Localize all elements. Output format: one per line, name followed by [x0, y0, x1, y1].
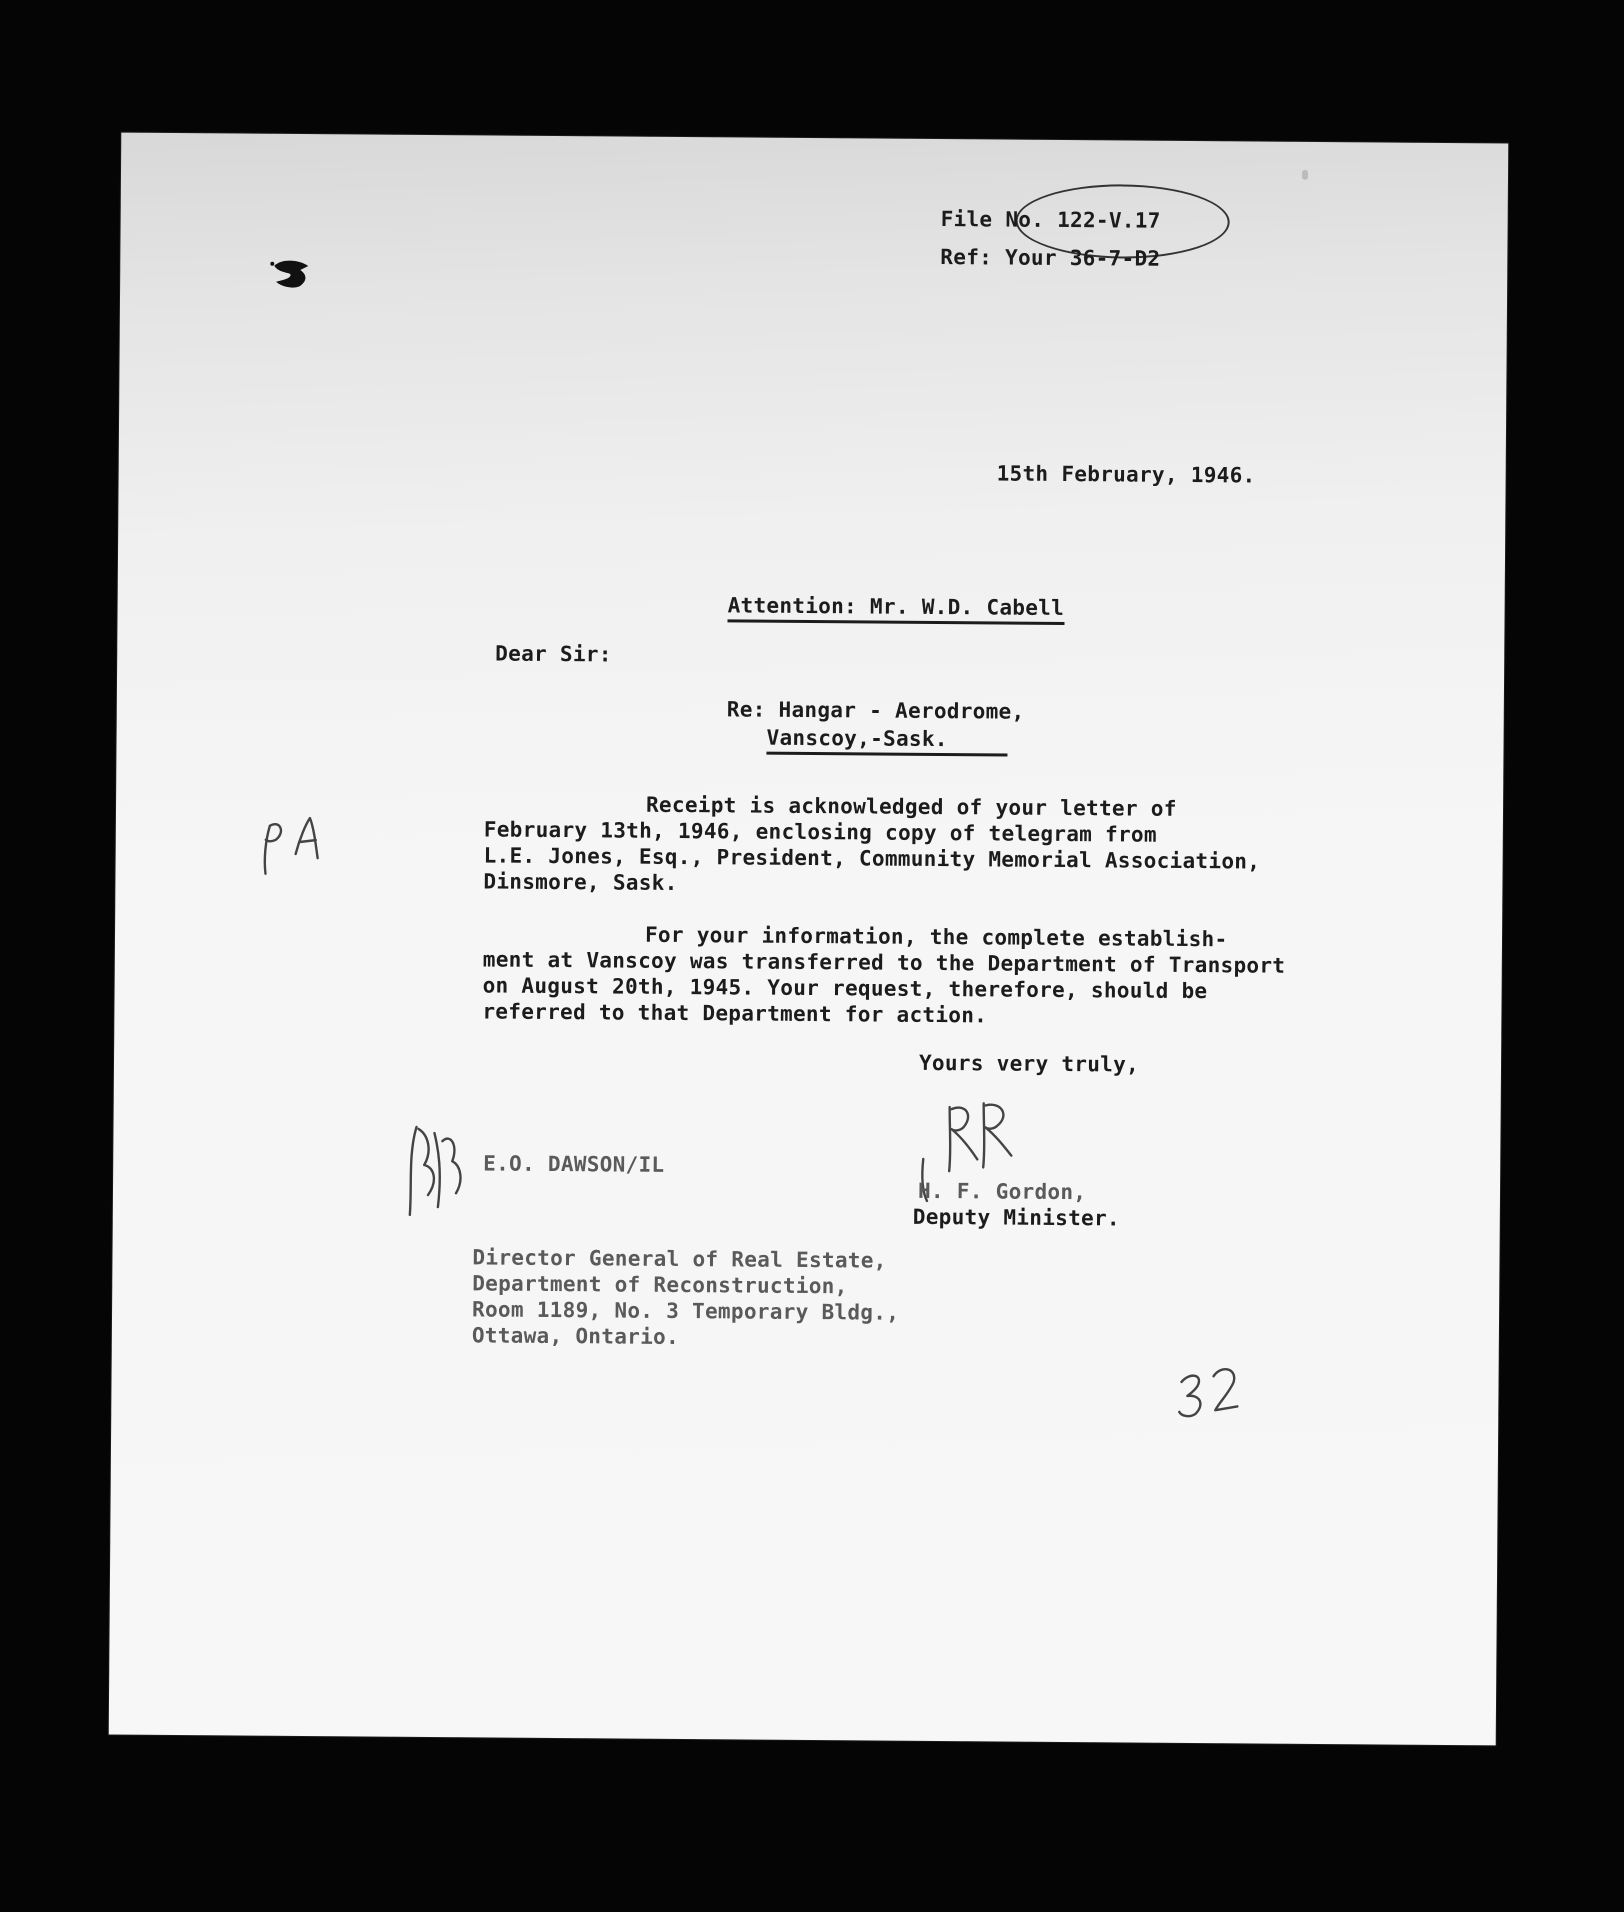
- typist-reference: E.O. DAWSON/IL: [483, 1151, 665, 1177]
- paragraph-line: Dinsmore, Sask.: [483, 869, 678, 895]
- paragraph-line: February 13th, 1946, enclosing copy of telegram from: [483, 817, 1157, 847]
- complimentary-closing: Yours very truly,: [918, 1050, 1140, 1077]
- signatory-title: Deputy Minister.: [912, 1204, 1121, 1231]
- reference-number: Ref: Your 36-7-D2: [940, 245, 1161, 271]
- address-line: Director General of Real Estate,: [472, 1245, 887, 1273]
- paragraph-line: ment at Vanscoy was transferred to the Department of Transport: [482, 947, 1286, 978]
- paragraph-line: L.E. Jones, Esq., President, Community Memorial Association,: [483, 843, 1261, 874]
- address-line: Room 1189, No. 3 Temporary Bldg.,: [471, 1297, 900, 1325]
- attention-line: Attention: Mr. W.D. Cabell: [727, 593, 1064, 625]
- file-number: File No. 122-V.17: [940, 207, 1161, 233]
- paragraph-line: Receipt is acknowledged of your letter of: [645, 792, 1177, 821]
- paragraph-line: on August 20th, 1945. Your request, therefore, should be: [482, 973, 1208, 1004]
- paragraph-line: For your information, the complete establish-: [644, 922, 1228, 952]
- handwritten-pa-mark: [255, 814, 336, 885]
- subject-line-2: Vanscoy,-Sask.: [766, 726, 1007, 757]
- subject-line-1: Re: Hangar - Aerodrome,: [726, 697, 1025, 724]
- handwritten-page-number: [1171, 1356, 1252, 1427]
- handwritten-initials-left: [398, 1115, 489, 1226]
- address-line: Department of Reconstruction,: [472, 1271, 848, 1299]
- paragraph-line: referred to that Department for action.: [482, 999, 988, 1028]
- scan-speck: [1302, 170, 1308, 180]
- letter-page: [109, 133, 1509, 1746]
- letter-date: 15th February, 1946.: [996, 461, 1256, 488]
- salutation: Dear Sir:: [495, 641, 612, 667]
- signatory-name: H. F. Gordon,: [917, 1178, 1087, 1205]
- ink-blot-mark: [270, 256, 312, 292]
- address-line: Ottawa, Ontario.: [471, 1323, 680, 1349]
